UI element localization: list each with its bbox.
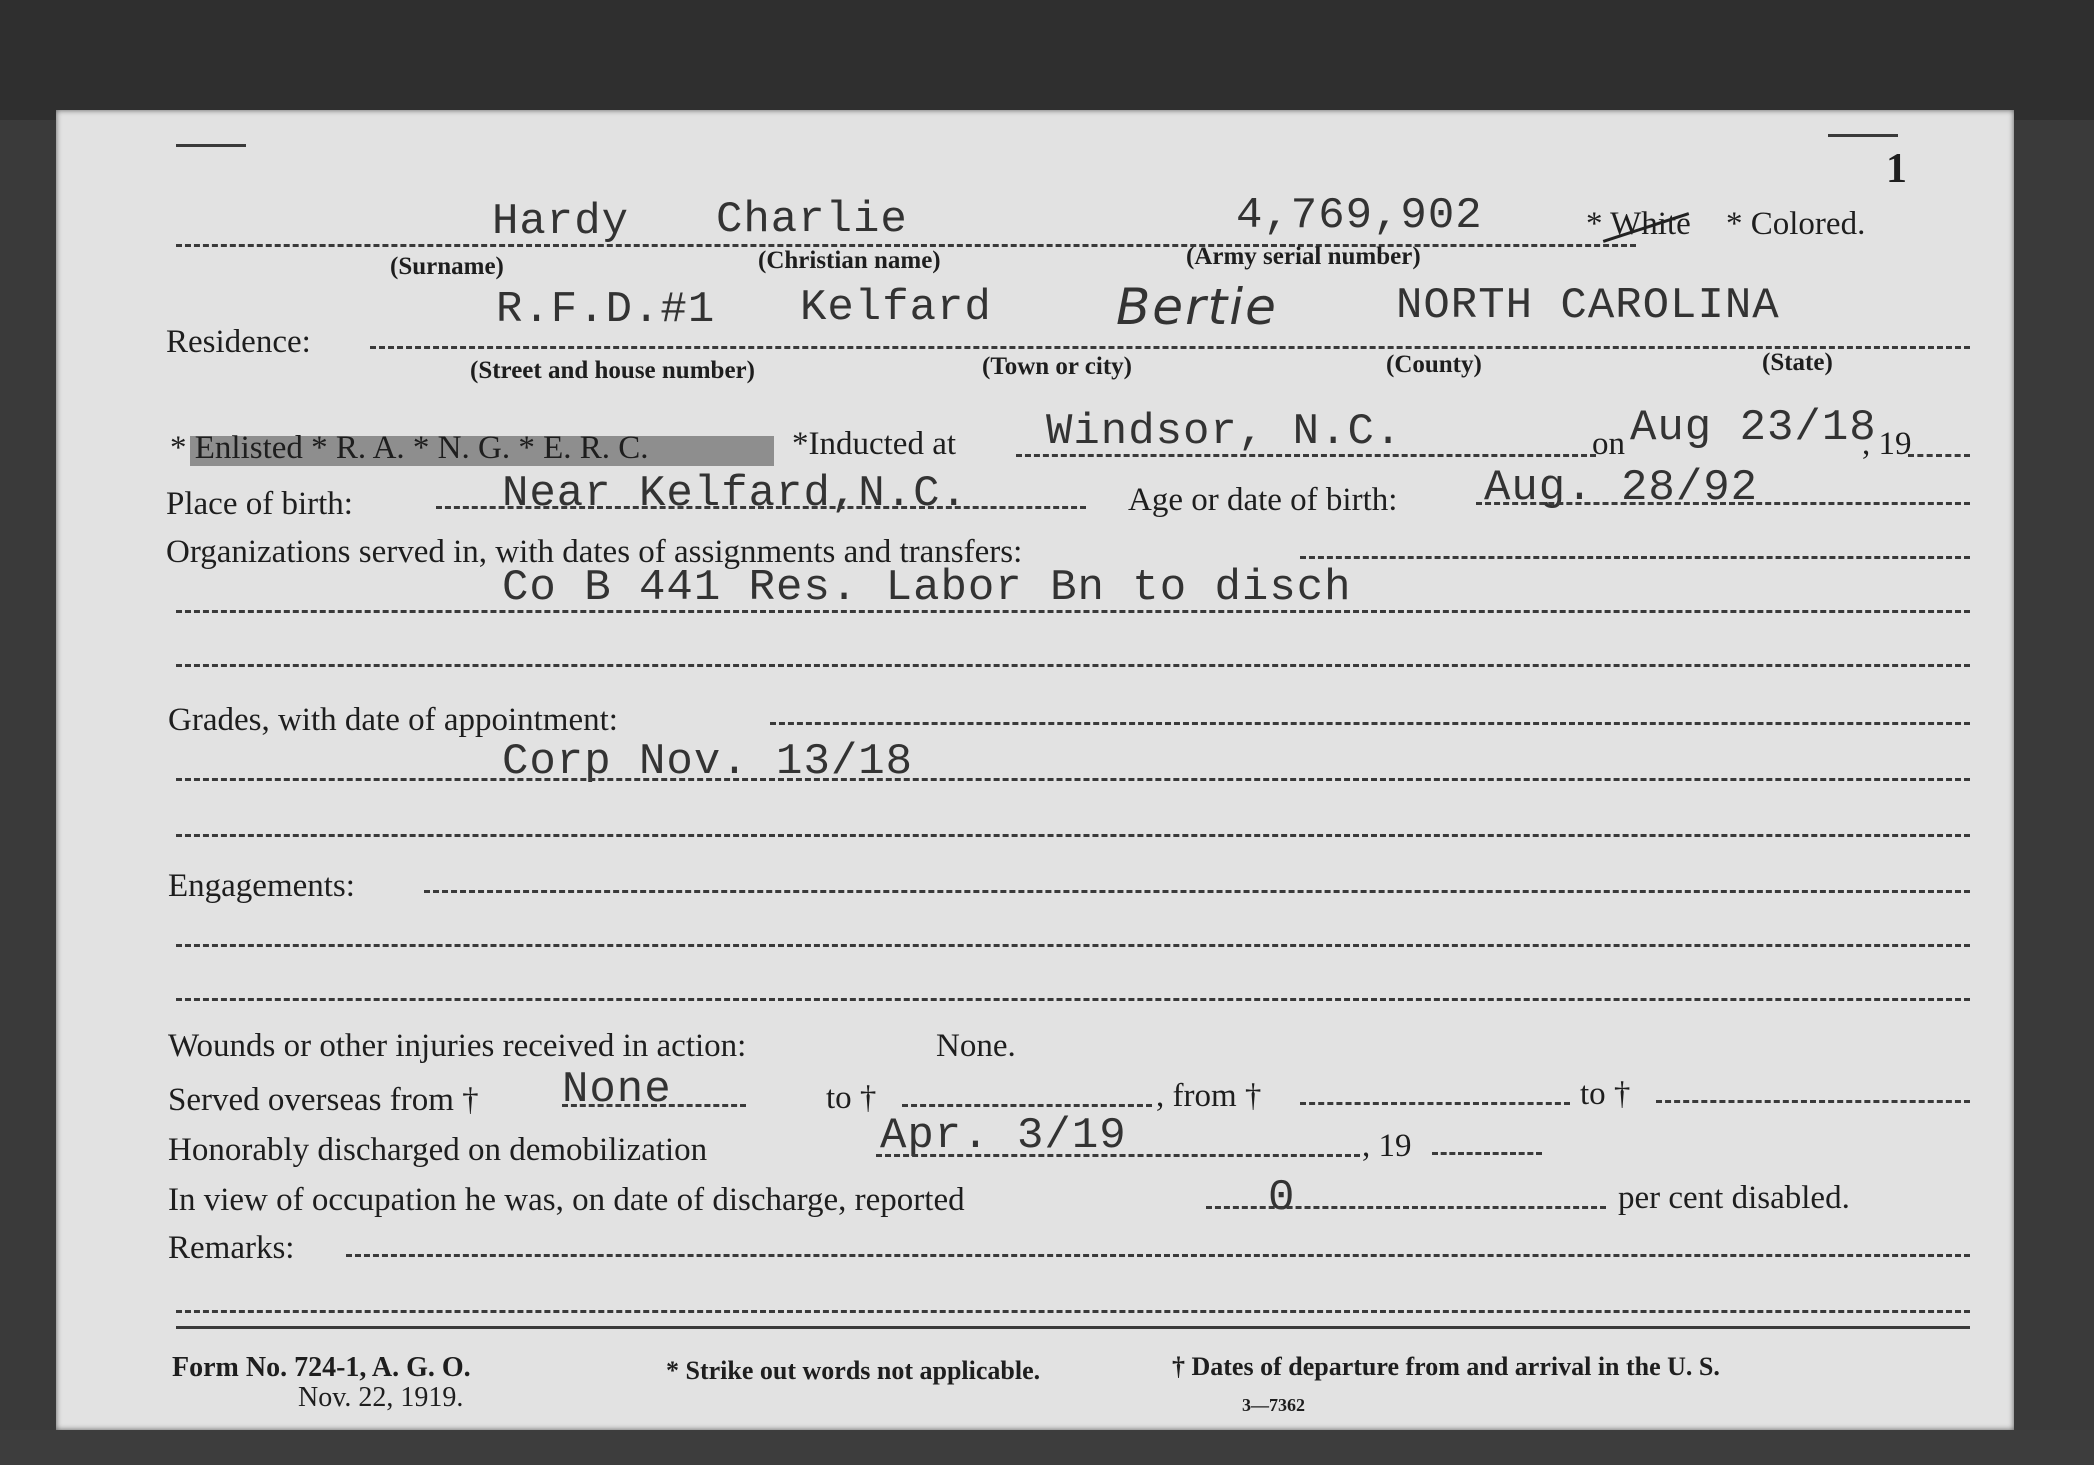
- inducted-date-value: Aug 23/18: [1630, 403, 1877, 453]
- inducted-year-label: , 19: [1862, 426, 1912, 462]
- discharge-line: [876, 1154, 1360, 1157]
- county-caption: (County): [1386, 351, 1482, 378]
- residence-line: [370, 346, 1970, 349]
- state-caption: (State): [1762, 349, 1833, 376]
- discharge-value: Apr. 3/19: [880, 1111, 1127, 1161]
- overseas-value: None: [562, 1065, 672, 1115]
- surname-value: Hardy: [492, 197, 630, 247]
- dates-note: † Dates of departure from and arrival in the U. S.: [1172, 1352, 1720, 1381]
- overseas-to-label: to †: [826, 1080, 877, 1116]
- wounds-label: Wounds or other injuries received in action:: [168, 1028, 747, 1064]
- residence-label: Residence:: [166, 324, 311, 360]
- footer-rule: [176, 1326, 1970, 1329]
- top-right-rule: [1828, 134, 1898, 137]
- overseas-from-label: , from †: [1156, 1078, 1262, 1114]
- grades-line-1: [770, 722, 1970, 725]
- christian-name-caption: (Christian name): [758, 247, 941, 274]
- birth-place-label: Place of birth:: [166, 486, 353, 522]
- scan-background-top: [0, 0, 2094, 120]
- disabled-value: 0: [1268, 1173, 1296, 1223]
- birth-place-value: Near Kelfard,N.C.: [502, 469, 968, 519]
- disabled-line: [1206, 1206, 1606, 1209]
- town-caption: (Town or city): [982, 353, 1132, 380]
- inducted-line: [1016, 454, 1596, 457]
- surname-caption: (Surname): [390, 253, 504, 280]
- street-value: R.F.D.#1: [496, 285, 716, 335]
- age-label: Age or date of birth:: [1128, 482, 1398, 518]
- remarks-label: Remarks:: [168, 1230, 295, 1266]
- organizations-line-3: [176, 664, 1970, 667]
- organizations-value: Co B 441 Res. Labor Bn to disch: [502, 563, 1352, 613]
- strike-note: * Strike out words not applicable.: [666, 1356, 1041, 1385]
- engagements-line-1: [424, 890, 1970, 893]
- print-code: 3—7362: [1242, 1395, 1305, 1415]
- overseas-line-4: [1656, 1100, 1970, 1103]
- grades-line-3: [176, 834, 1970, 837]
- enlisted-options: * Enlisted * R. A. * N. G. * E. R. C.: [170, 430, 649, 466]
- remarks-line-2: [176, 1310, 1970, 1313]
- occupation-label: In view of occupation he was, on date of discharge, reported: [168, 1182, 965, 1218]
- overseas-line-3: [1300, 1102, 1570, 1105]
- grades-line-2: [176, 778, 1970, 781]
- engagements-line-2: [176, 944, 1970, 947]
- on-label: on: [1592, 426, 1625, 462]
- christian-name-value: Charlie: [716, 195, 908, 245]
- wounds-value: None.: [936, 1028, 1016, 1064]
- race-colored-option: * Colored.: [1726, 206, 1866, 242]
- service-record-card: [56, 110, 2014, 1430]
- overseas-to2-label: to †: [1580, 1076, 1631, 1112]
- overseas-line-2: [902, 1104, 1152, 1107]
- form-date: Nov. 22, 1919.: [298, 1382, 464, 1413]
- scan-background-bottom: [0, 1430, 2094, 1465]
- county-value: Bertie: [1116, 278, 1278, 336]
- race-white-option: * White: [1586, 206, 1691, 242]
- engagements-label: Engagements:: [168, 868, 355, 904]
- inducted-year-line: [1908, 454, 1970, 457]
- state-value: NORTH CAROLINA: [1396, 281, 1780, 331]
- organizations-line-1: [1300, 556, 1970, 559]
- remarks-line-1: [346, 1254, 1970, 1257]
- serial-number-value: 4,769,902: [1236, 191, 1483, 241]
- engagements-line-3: [176, 998, 1970, 1001]
- discharge-year-line: [1432, 1152, 1542, 1155]
- grades-label: Grades, with date of appointment:: [168, 702, 618, 738]
- disabled-label: per cent disabled.: [1618, 1180, 1850, 1216]
- inducted-label: *Inducted at: [792, 426, 957, 462]
- discharge-label: Honorably discharged on demobilization: [168, 1132, 708, 1168]
- page-number: 1: [1886, 146, 1907, 192]
- overseas-label: Served overseas from †: [168, 1082, 479, 1118]
- birth-date-line: [1476, 502, 1970, 505]
- street-caption: (Street and house number): [470, 357, 755, 384]
- serial-number-caption: (Army serial number): [1186, 243, 1421, 270]
- discharge-year-label: , 19: [1362, 1128, 1412, 1164]
- form-number: Form No. 724-1, A. G. O.: [172, 1352, 471, 1383]
- top-left-rule: [176, 144, 246, 147]
- birth-date-value: Aug. 28/92: [1484, 463, 1759, 513]
- birth-place-line: [436, 506, 1086, 509]
- organizations-label: Organizations served in, with dates of assignments and transfers:: [166, 534, 1023, 570]
- grades-value: Corp Nov. 13/18: [502, 737, 914, 787]
- town-value: Kelfard: [800, 283, 992, 333]
- overseas-line-1: [562, 1104, 746, 1107]
- inducted-place-value: Windsor, N.C.: [1046, 407, 1403, 457]
- organizations-line-2: [176, 610, 1970, 613]
